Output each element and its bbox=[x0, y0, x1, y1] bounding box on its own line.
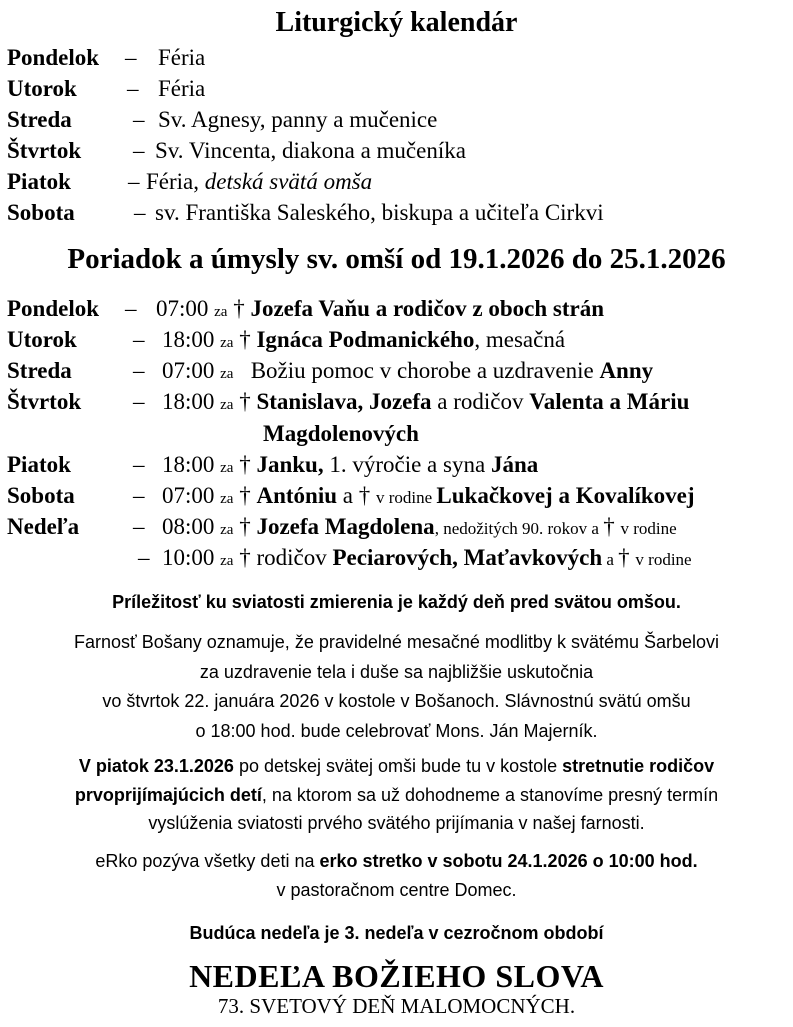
day-label: Sobota bbox=[7, 483, 75, 508]
liturgical-calendar-title: Liturgický kalendár bbox=[275, 7, 518, 38]
day-label: Piatok bbox=[7, 169, 71, 194]
day-label: Streda bbox=[7, 107, 72, 132]
celebration: Féria bbox=[158, 76, 206, 101]
day-label: Štvrtok bbox=[7, 138, 82, 163]
day-label: Štvrtok bbox=[7, 389, 82, 414]
mass-entry-continuation: Magdolenových bbox=[263, 421, 419, 446]
dash: – bbox=[133, 358, 145, 383]
dash: – bbox=[133, 138, 145, 163]
day-label: Utorok bbox=[7, 76, 77, 101]
next-sunday-notice: Budúca nedeľa je 3. nedeľa v cezročnom období bbox=[189, 923, 604, 943]
day-label: Sobota bbox=[7, 200, 75, 225]
mass-entry: 08:00 za † Jozefa Magdolena, nedožitých 90. rokov a † v rodine bbox=[162, 514, 677, 539]
mass-entry: 07:00 za † Antóniu a † v rodine Lukačkovej a Kovalíkovej bbox=[162, 483, 695, 508]
mass-entry: 18:00 za † Janku, 1. výročie a syna Jána bbox=[162, 452, 539, 477]
dash: – bbox=[134, 200, 146, 225]
mass-entry: 18:00 za † Stanislava, Jozefa a rodičov Valenta a Máriu bbox=[162, 389, 690, 414]
dash: – bbox=[127, 76, 139, 101]
confession-notice: Príležitosť ku sviatosti zmierenia je každý deň pred svätou omšou. bbox=[112, 592, 681, 612]
dash: – bbox=[133, 389, 145, 414]
mass-schedule-title: Poriadok a úmysly sv. omší od 19.1.2026 do 25.1.2026 bbox=[67, 243, 726, 275]
mass-entry: 18:00 za † Ignáca Podmanického, mesačná bbox=[162, 327, 566, 352]
dash: – bbox=[133, 452, 145, 477]
dash: – bbox=[138, 545, 150, 570]
dash: – bbox=[125, 45, 137, 70]
dash: – bbox=[133, 327, 145, 352]
dash: – bbox=[133, 107, 145, 132]
celebration: Féria bbox=[158, 45, 206, 70]
sarbel-notice: Farnosť Bošany oznamuje, že pravidelné mesačné modlitby k svätému Šarbelovi za uzdravenie tela i duše sa najbližšie uskutočnia vo štvrtok 22. januára 2026 v kostole v Bošanoch. Slávnostnú svätú omšu o 18:00 hod. bude celebrovať Mons. Ján Majerník. bbox=[73, 632, 720, 741]
dash: – bbox=[133, 514, 145, 539]
celebration: Féria, detská svätá omša bbox=[146, 169, 373, 194]
celebration: Sv. Agnesy, panny a mučenice bbox=[158, 107, 438, 132]
dash: – bbox=[133, 483, 145, 508]
day-label: Pondelok bbox=[7, 296, 100, 321]
day-label: Utorok bbox=[7, 327, 77, 352]
sunday-title: NEDEĽA BOŽIEHO SLOVA bbox=[189, 958, 604, 994]
sunday-subtitle: 73. SVETOVÝ DEŇ MALOMOCNÝCH. bbox=[217, 994, 576, 1018]
day-label: Pondelok bbox=[7, 45, 100, 70]
mass-entry: 10:00 za † rodičov Peciarových, Maťavkových a † v rodine bbox=[162, 545, 692, 570]
day-label: Nedeľa bbox=[7, 514, 80, 539]
celebration: Sv. Vincenta, diakona a mučeníka bbox=[155, 138, 466, 163]
day-label: Piatok bbox=[7, 452, 71, 477]
mass-entry: 07:00 za † Jozefa Vaňu a rodičov z oboch strán bbox=[156, 296, 605, 321]
celebration: sv. Františka Saleského, biskupa a učiteľa Cirkvi bbox=[155, 200, 604, 225]
parents-meeting-notice: V piatok 23.1.2026 po detskej svätej omši bude tu v kostole stretnutie rodičov prvoprijímajúcich detí, na ktorom sa už dohodneme a stanovíme presný termín vyslúženia sviatosti prvého svätého prijímania v našej farnosti. bbox=[74, 756, 719, 833]
mass-entry: 07:00 za Božiu pomoc v chorobe a uzdravenie Anny bbox=[162, 358, 654, 383]
day-label: Streda bbox=[7, 358, 72, 383]
erko-notice: eRko pozýva všetky deti na erko stretko v sobotu 24.1.2026 o 10:00 hod. v pastoračnom centre Domec. bbox=[95, 851, 698, 900]
dash: – bbox=[128, 169, 140, 194]
dash: – bbox=[125, 296, 137, 321]
